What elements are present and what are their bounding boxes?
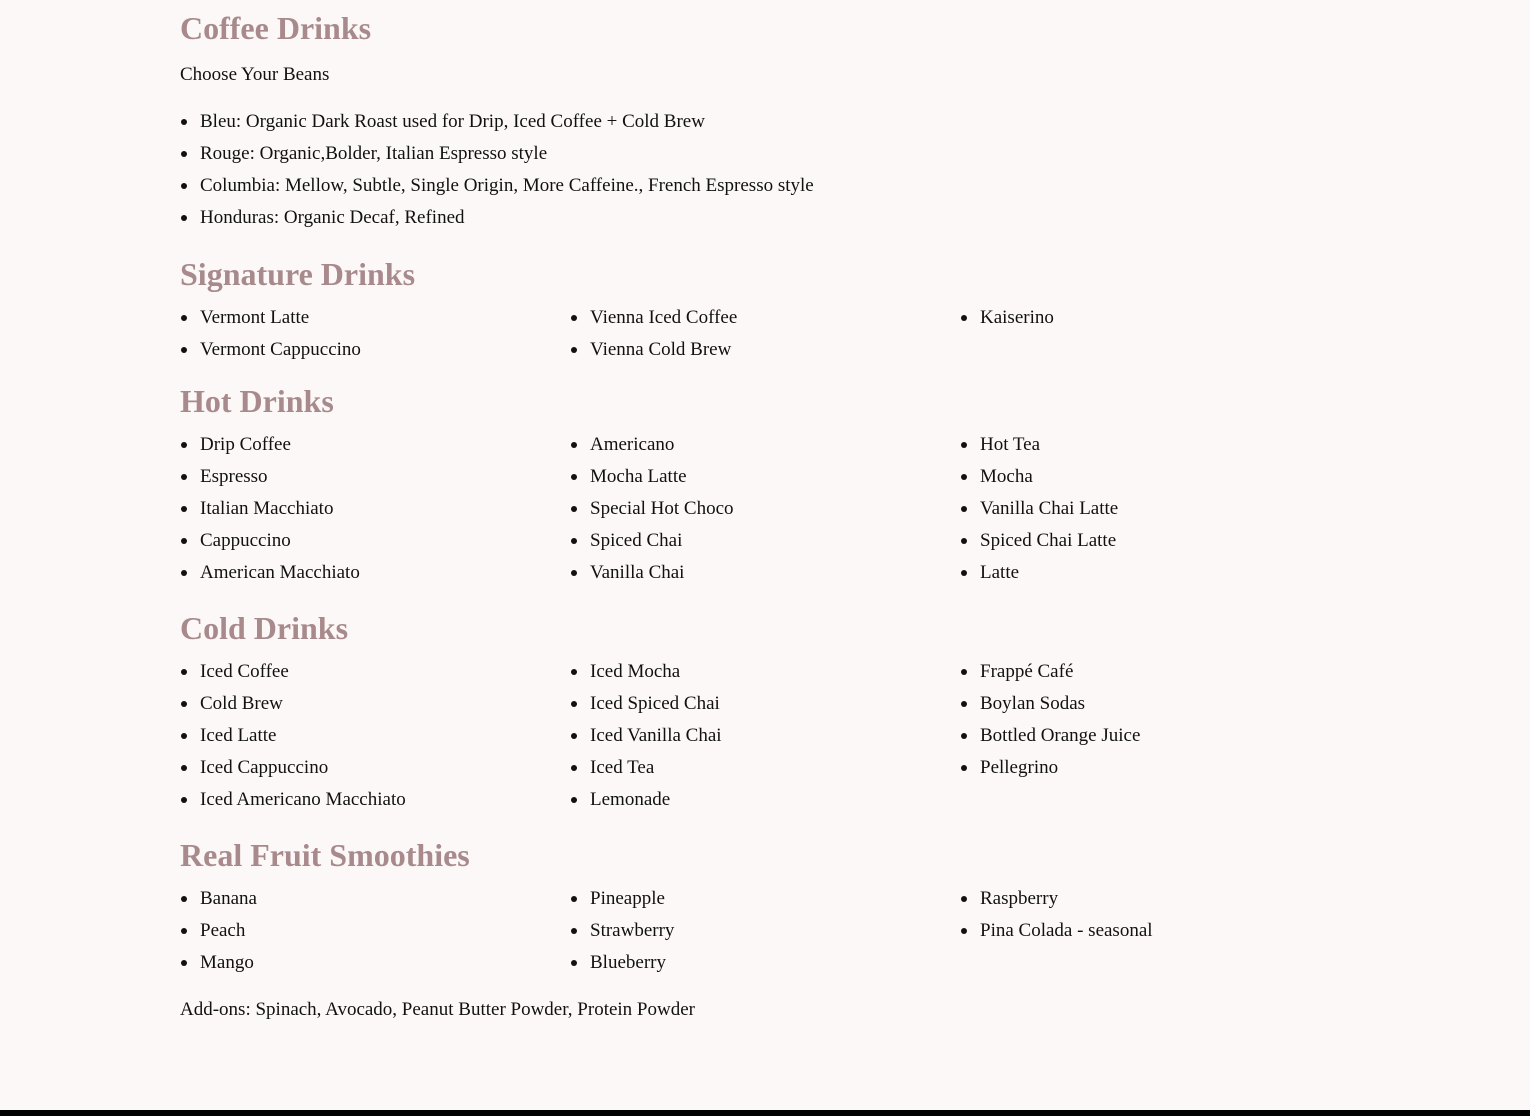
section-heading-cold-drinks: Cold Drinks xyxy=(180,610,349,646)
hot-column-2 xyxy=(570,429,960,589)
menu-content xyxy=(180,0,1350,1025)
cold-column-1 xyxy=(180,656,570,816)
list-item: American Macchiato xyxy=(180,557,570,589)
signature-column-3 xyxy=(960,302,1350,366)
list-item: Spiced Chai Latte xyxy=(960,525,1350,557)
list-item: Honduras: Organic Decaf, Refined xyxy=(180,202,1350,234)
signature-drinks-grid xyxy=(180,302,1350,366)
list-item: Italian Macchiato xyxy=(180,493,570,525)
list-item: Kaiserino xyxy=(960,302,1350,334)
list-item: Peach xyxy=(180,915,570,947)
list-item: Spiced Chai xyxy=(570,525,960,557)
hot-column-1 xyxy=(180,429,570,589)
list-item: Cappuccino xyxy=(180,525,570,557)
list-item: Raspberry xyxy=(960,883,1350,915)
list-item: Vermont Cappuccino xyxy=(180,334,570,366)
list-item: Special Hot Choco xyxy=(570,493,960,525)
smoothies-column-2 xyxy=(570,883,960,979)
list-item: Iced Americano Macchiato xyxy=(180,784,570,816)
list-item: Iced Tea xyxy=(570,752,960,784)
section-heading-real-fruit-smoothies: Real Fruit Smoothies xyxy=(180,837,470,873)
list-item: Boylan Sodas xyxy=(960,688,1350,720)
list-item: Pina Colada - seasonal xyxy=(960,915,1350,947)
hot-column-3 xyxy=(960,429,1350,589)
list-item: Rouge: Organic,Bolder, Italian Espresso style xyxy=(180,138,1350,170)
signature-column-1 xyxy=(180,302,570,366)
smoothies-column-3 xyxy=(960,883,1350,979)
smoothies-column-1 xyxy=(180,883,570,979)
list-item: Columbia: Mellow, Subtle, Single Origin, More Caffeine., French Espresso style xyxy=(180,170,1350,202)
list-item: Vienna Iced Coffee xyxy=(570,302,960,334)
cold-column-3 xyxy=(960,656,1350,816)
beans-list xyxy=(180,106,1350,234)
hot-drinks-grid xyxy=(180,429,1350,589)
list-item: Iced Coffee xyxy=(180,656,570,688)
list-item: Iced Cappuccino xyxy=(180,752,570,784)
list-item: Mocha Latte xyxy=(570,461,960,493)
list-item: Banana xyxy=(180,883,570,915)
addons-text: Add-ons: Spinach, Avocado, Peanut Butter Powder, Protein Powder xyxy=(180,999,695,1020)
list-item: Iced Vanilla Chai xyxy=(570,720,960,752)
list-item: Hot Tea xyxy=(960,429,1350,461)
list-item: Latte xyxy=(960,557,1350,589)
list-item: Frappé Café xyxy=(960,656,1350,688)
footer-bar xyxy=(0,1110,1530,1116)
list-item: Vanilla Chai Latte xyxy=(960,493,1350,525)
list-item: Bottled Orange Juice xyxy=(960,720,1350,752)
choose-beans-label: Choose Your Beans xyxy=(180,64,330,85)
list-item: Bleu: Organic Dark Roast used for Drip, Iced Coffee + Cold Brew xyxy=(180,106,1350,138)
list-item: Lemonade xyxy=(570,784,960,816)
list-item: Strawberry xyxy=(570,915,960,947)
signature-column-2 xyxy=(570,302,960,366)
list-item: Iced Spiced Chai xyxy=(570,688,960,720)
section-heading-signature-drinks: Signature Drinks xyxy=(180,256,416,292)
section-heading-coffee-drinks: Coffee Drinks xyxy=(180,10,372,46)
list-item: Vermont Latte xyxy=(180,302,570,334)
list-item: Americano xyxy=(570,429,960,461)
list-item: Drip Coffee xyxy=(180,429,570,461)
list-item: Blueberry xyxy=(570,947,960,979)
list-item: Pineapple xyxy=(570,883,960,915)
section-heading-hot-drinks: Hot Drinks xyxy=(180,383,334,419)
list-item: Iced Mocha xyxy=(570,656,960,688)
list-item: Vienna Cold Brew xyxy=(570,334,960,366)
cold-drinks-grid xyxy=(180,656,1350,816)
list-item: Pellegrino xyxy=(960,752,1350,784)
list-item: Vanilla Chai xyxy=(570,557,960,589)
list-item: Mango xyxy=(180,947,570,979)
list-item: Cold Brew xyxy=(180,688,570,720)
list-item: Mocha xyxy=(960,461,1350,493)
cold-column-2 xyxy=(570,656,960,816)
list-item: Iced Latte xyxy=(180,720,570,752)
smoothies-grid xyxy=(180,883,1350,979)
list-item: Espresso xyxy=(180,461,570,493)
